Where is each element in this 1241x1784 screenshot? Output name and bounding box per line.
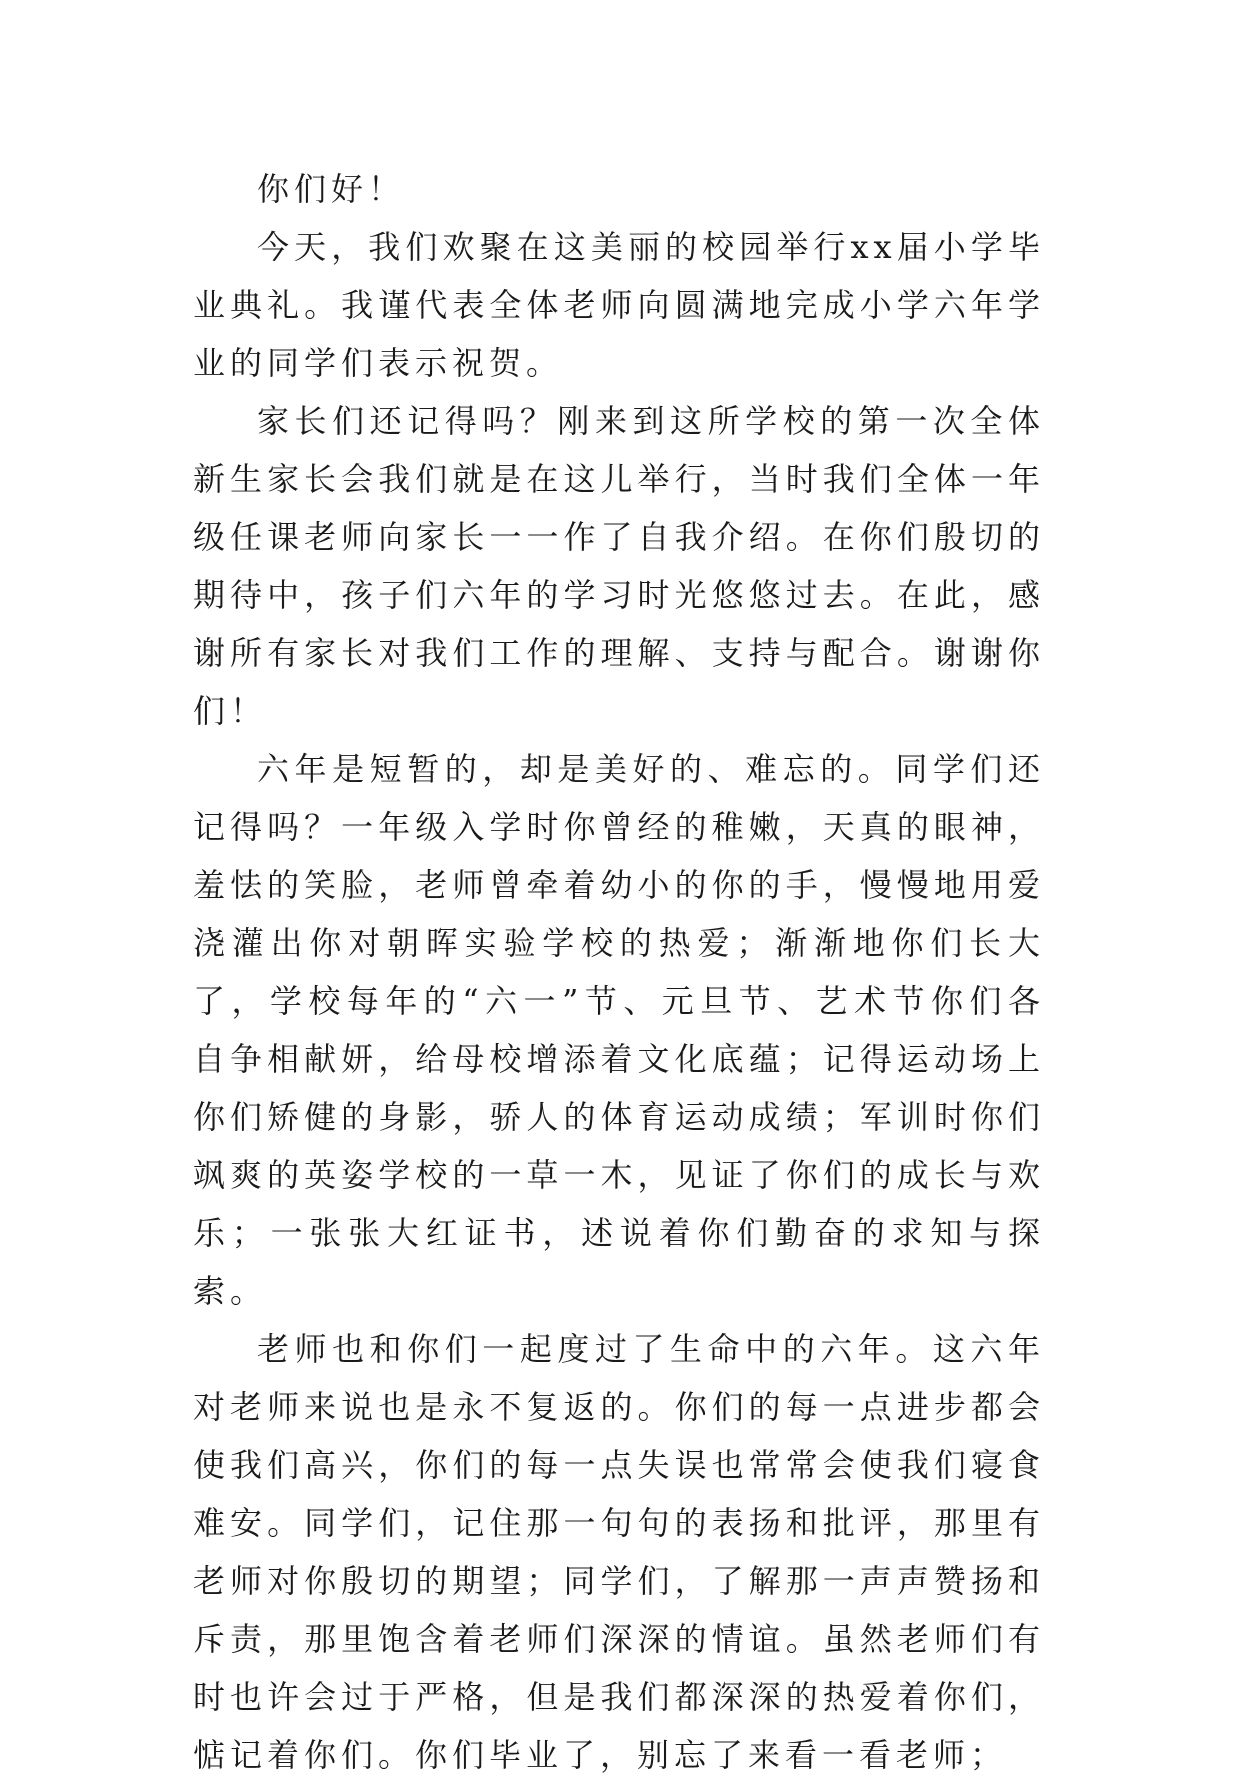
- paragraph-greeting: 你们好！: [257, 170, 406, 208]
- paragraph-memories: 六年是短暂的，却是美好的、难忘的。同学们还记得吗？一年级入学时你曾经的稚嫩，天真的眼神，羞怯的笑脸，老师曾牵着幼小的你的手，慢慢地用爱浇灌出你对朝晖实验学校的热爱；渐渐地你们长大了，学校每年的“六一”节、元旦节、艺术节你们各自争相献妍，给母校增添着文化底蕴；记得运动场上你们矫健的身影，骄人的体育运动成绩；军训时你们飒爽的英姿学校的一草一木，见证了你们的成长与欢乐；一张张大红证书，述说着你们勤奋的求知与探索。: [193, 750, 1045, 1310]
- paragraph-parents: 家长们还记得吗？刚来到这所学校的第一次全体新生家长会我们就是在这儿举行，当时我们全体一年级任课老师向家长一一作了自我介绍。在你们殷切的期待中，孩子们六年的学习时光悠悠过去。在此，感谢所有家长对我们工作的理解、支持与配合。谢谢你们！: [193, 402, 1045, 730]
- paragraph-ceremony: 今天，我们欢聚在这美丽的校园举行xx届小学毕业典礼。我谨代表全体老师向圆满地完成小学六年学业的同学们表示祝贺。: [193, 228, 1045, 382]
- paragraph-teachers: 老师也和你们一起度过了生命中的六年。这六年对老师来说也是永不复返的。你们的每一点进步都会使我们高兴，你们的每一点失误也常常会使我们寝食难安。同学们，记住那一句句的表扬和批评，那里有老师对你殷切的期望；同学们，了解那一声声赞扬和斥责，那里饱含着老师们深深的情谊。虽然老师们有时也许会过于严格，但是我们都深深的热爱着你们，惦记着你们。你们毕业了，别忘了来看一看老师；: [193, 1330, 1045, 1774]
- speech-body: [193, 160, 1045, 1784]
